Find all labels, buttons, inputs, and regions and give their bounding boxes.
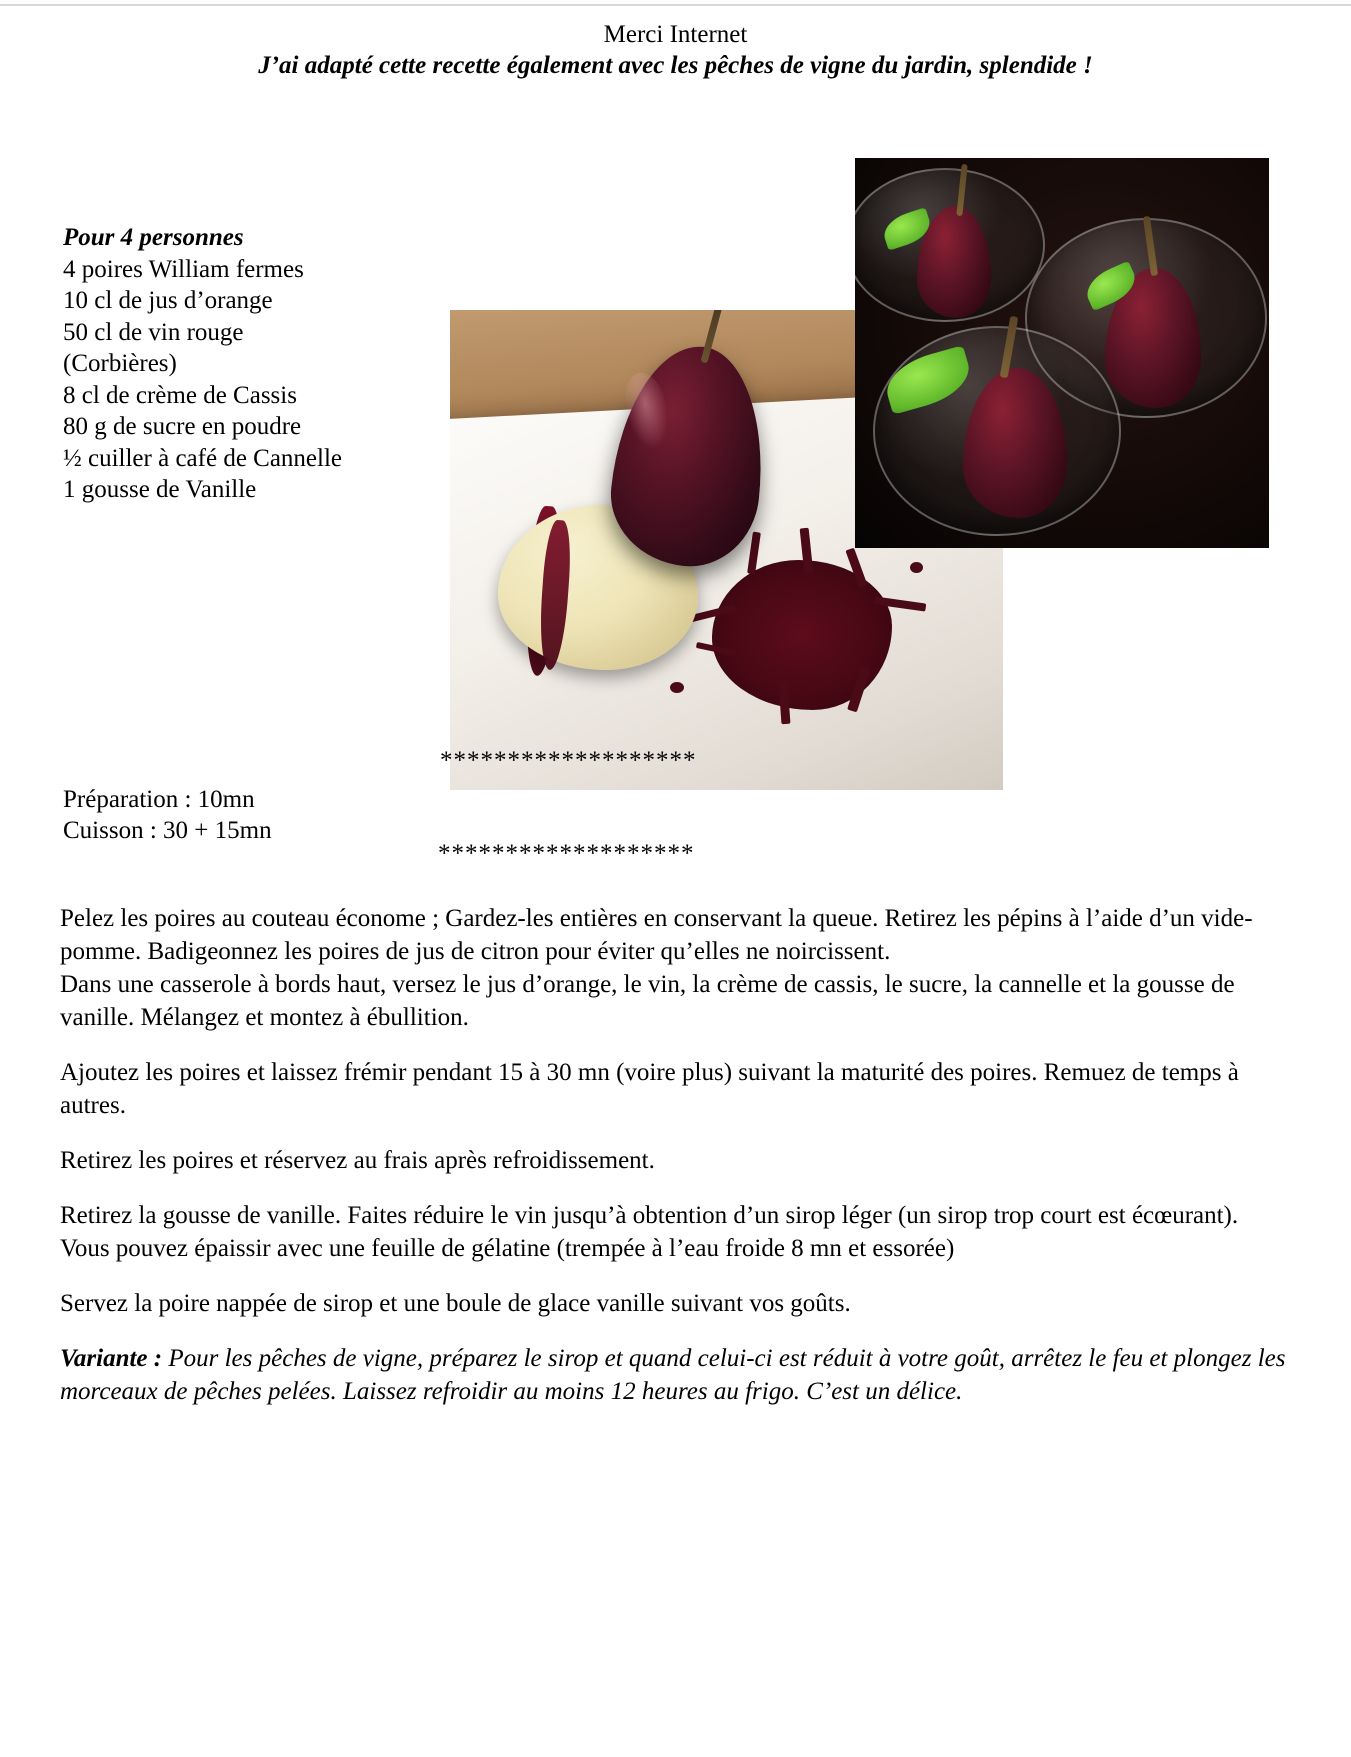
step-paragraph: Retirez les poires et réservez au frais après refroidissement. (60, 1147, 655, 1174)
ingredient-item: 8 cl de crème de Cassis (63, 381, 297, 409)
ingredients-block (63, 222, 443, 506)
header-credit: Merci Internet (603, 21, 748, 48)
document-header (0, 20, 1351, 82)
timing-block (63, 784, 272, 846)
ingredient-item: 80 g de sucre en poudre (63, 413, 302, 440)
poached-pears-bowls-photo (855, 158, 1269, 548)
step-paragraph: Ajoutez les poires et laissez frémir pendant 15 à 30 mn (voire plus) suivant la maturité des poires. Remuez de temps à autres. (60, 1059, 1239, 1119)
step-paragraph: Dans une casserole à bords haut, versez le jus d’orange, le vin, la crème de cassis, le sucre, la cannelle et la gousse de vanille. Mélangez et montez à ébullition. (60, 971, 1235, 1031)
cooking-time: Cuisson : 30 + 15mn (63, 817, 272, 844)
header-subtitle: J’ai adapté cette recette également avec les pêches de vigne du jardin, splendide ! (258, 52, 1093, 79)
preparation-time: Préparation : 10mn (63, 786, 255, 813)
variante-label: Variante : (60, 1345, 163, 1372)
variante-paragraph (60, 1342, 1290, 1408)
separator-stars-top: ******************* (440, 747, 697, 774)
ingredient-item: 50 cl de vin rouge (63, 318, 244, 346)
page-top-rule (0, 4, 1351, 6)
ingredient-item: 4 poires William fermes (63, 255, 304, 283)
separator-stars-bottom: ******************* (438, 840, 695, 867)
step-paragraph: Pelez les poires au couteau économe ; Gardez-les entières en conservant la queue. Retirez les pépins à l’aide d’un vide-pomme. Badigeonnez les poires de jus de citron pour éviter qu’elles ne noircissent. (60, 905, 1253, 965)
step-paragraph: Servez la poire nappée de sirop et une boule de glace vanille suivant vos goûts. (60, 1290, 851, 1317)
ingredient-item: 10 cl de jus d’orange (63, 287, 273, 314)
ingredient-item: ½ cuiller à café de Cannelle (63, 444, 343, 472)
sauce-drip (670, 682, 684, 693)
instructions-block (60, 902, 1290, 1430)
sauce-drip (910, 562, 923, 573)
ingredient-item: (Corbières) (63, 350, 177, 377)
variante-text: Pour les pêches de vigne, préparez le sirop et quand celui-ci est réduit à votre goût, arrêtez le feu et plongez les morceaux de pêches pelées. Laissez refroidir au moins 12 heures au frigo. C’est un délice. (60, 1345, 1286, 1405)
ingredient-item: 1 gousse de Vanille (63, 476, 257, 503)
step-paragraph: Retirez la gousse de vanille. Faites réduire le vin jusqu’à obtention d’un sirop léger (un sirop trop court est écœurant). Vous pouvez épaissir avec une feuille de gélatine (trempée à l’eau froide 8 mn et essorée) (60, 1202, 1239, 1262)
ingredients-title: Pour 4 personnes (63, 224, 244, 251)
